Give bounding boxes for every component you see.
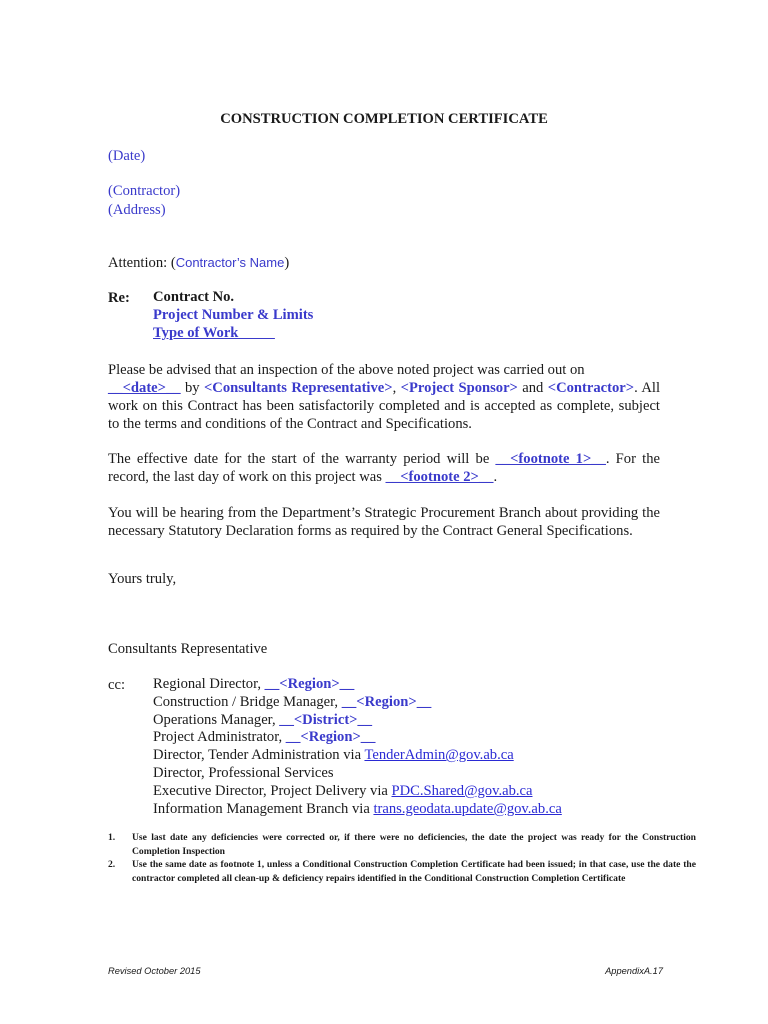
inspection-by: by (180, 380, 204, 396)
inspection-period: . (634, 380, 638, 396)
warranty-text: The effective date for the start of the warranty period will be (108, 451, 496, 467)
footnote-1-number: 1. (108, 832, 116, 843)
pdc-email-link[interactable]: PDC.Shared@gov.ab.ca (391, 783, 533, 799)
cc-tender-director: Director, Tender Administration via TenderAdmin@gov.ab.ca (153, 747, 514, 763)
document-title: CONSTRUCTION COMPLETION CERTIFICATE (220, 111, 548, 127)
address-placeholder: (Address) (108, 202, 166, 218)
inspection-and: and (517, 380, 548, 396)
contractor-field: <Contractor> (547, 380, 635, 396)
inspection-intro: Please be advised that an inspection of the above noted project was carried out on (108, 362, 585, 378)
attention-suffix: ) (284, 255, 290, 271)
warranty-paragraph (108, 450, 660, 486)
attention-name: Contractor’s Name (175, 255, 285, 270)
geodata-email-link[interactable]: trans.geodata.update@gov.ab.ca (373, 801, 562, 817)
cc-project-administrator: Project Administrator, __<Region>__ (153, 729, 376, 745)
cc-executive-director: Executive Director, Project Delivery via PDC.Shared@gov.ab.ca (153, 783, 533, 799)
footnote-2-text: Use the same date as footnote 1, unless a Conditional Construction Completion Certificate had been issued; in that case, use the date the contractor completed all clean-up & deficiency repairs identified in the Conditional Construction Completion Certificate (132, 859, 696, 884)
project-sponsor-field: <Project Sponsor> (400, 380, 518, 396)
contractor-placeholder: (Contractor) (108, 183, 181, 199)
signature-title: Consultants Representative (108, 641, 268, 657)
footnote1-field: __<footnote 1>__ (495, 451, 606, 467)
footnote-2-number: 2. (108, 859, 116, 870)
last-day-text: . For the record, the last day of work on this project was (108, 451, 660, 485)
warranty-period: . (493, 469, 498, 485)
contract-number: Contract No. (153, 289, 235, 305)
footer-revised: Revised October 2015 (108, 966, 201, 976)
cc-info-management: Information Management Branch via trans.geodata.update@gov.ab.ca (153, 801, 562, 817)
footnote2-field: __<footnote 2>__ (385, 469, 494, 485)
cc-professional-services: Director, Professional Services (153, 765, 334, 781)
footnote-1-text: Use last date any deficiencies were corrected or, if there were no deficiencies, the date the project was ready for the Construction Completion Inspection (132, 832, 696, 857)
procurement-paragraph: You will be hearing from the Department’s Strategic Procurement Branch about providing the necessary Statutory Declaration forms as required by the Contract General Specifications. (108, 505, 660, 539)
attention-line (108, 254, 289, 272)
project-number-limits: Project Number & Limits (153, 307, 314, 323)
inspection-date-field: __<date>__ (108, 380, 181, 396)
cc-regional-director: Regional Director, __<Region>__ (153, 676, 355, 692)
consultants-rep-field: <Consultants Representative> (203, 380, 393, 396)
attention-prefix: Attention: ( (108, 255, 176, 271)
cc-label: cc: (108, 677, 126, 693)
closing: Yours truly, (108, 571, 177, 587)
type-of-work: Type of Work (153, 325, 275, 341)
tender-email-link[interactable]: TenderAdmin@gov.ab.ca (364, 747, 514, 763)
inspection-comma: , (392, 380, 401, 396)
inspection-paragraph (108, 361, 660, 433)
footer-appendix: AppendixA.17 (605, 966, 663, 976)
re-label: Re: (108, 290, 130, 306)
cc-operations-manager: Operations Manager, __<District>__ (153, 712, 373, 728)
cc-bridge-manager: Construction / Bridge Manager, __<Region>__ (153, 694, 432, 710)
inspection-rest: All work on this Contract has been satisfactorily completed and is accepted as complete, subject to the terms and conditions of the Contract and Specifications. (108, 380, 661, 432)
date-placeholder: (Date) (108, 148, 146, 164)
